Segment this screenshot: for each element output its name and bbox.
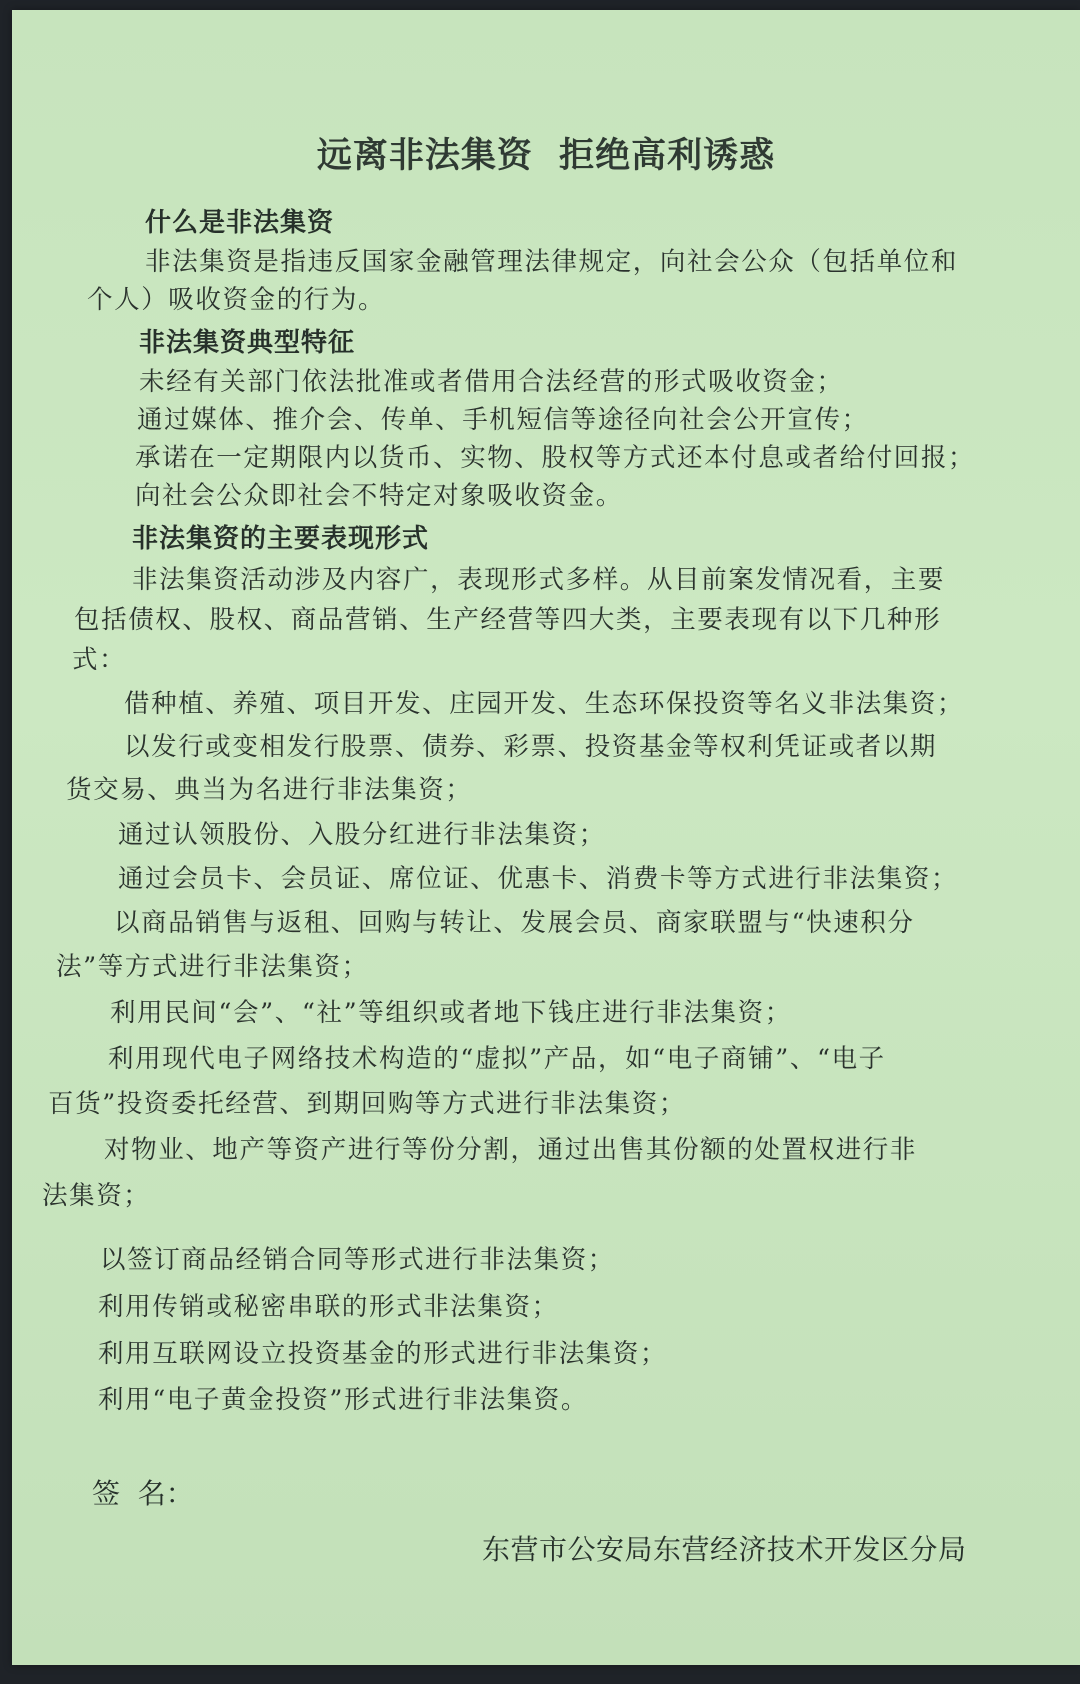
section-heading-forms: 非法集资的主要表现形式	[132, 524, 430, 554]
signature-label: 签 名：	[92, 1477, 194, 1510]
body-line: 向社会公众即社会不特定对象吸收资金。	[135, 481, 623, 511]
body-line: 以签订商品经销合同等形式进行非法集资；	[100, 1245, 615, 1275]
issuer-name: 东营市公安局东营经济技术开发区分局	[482, 1533, 967, 1566]
section-heading-definition: 什么是非法集资	[145, 208, 335, 238]
notice-sheet	[12, 10, 1080, 1665]
body-line: 利用“电子黄金投资”形式进行非法集资。	[98, 1385, 588, 1415]
body-line: 对物业、地产等资产进行等份分割，通过出售其份额的处置权进行非	[104, 1135, 918, 1165]
body-line: 以商品销售与返租、回购与转让、发展会员、商家联盟与“快速积分	[114, 908, 915, 938]
body-line: 利用传销或秘密串联的形式非法集资；	[98, 1292, 559, 1322]
body-line: 未经有关部门依法批准或者借用合法经营的形式吸收资金；	[139, 367, 844, 397]
body-line: 利用民间“会”、“社”等组织或者地下钱庄进行非法集资；	[110, 998, 792, 1028]
body-line: 借种植、养殖、项目开发、庄园开发、生态环保投资等名义非法集资；	[124, 689, 965, 719]
body-line: 货交易、典当为名进行非法集资；	[66, 775, 473, 805]
body-line: 以发行或变相发行股票、债券、彩票、投资基金等权利凭证或者以期	[124, 732, 938, 762]
body-line: 通过媒体、推介会、传单、手机短信等途径向社会公开宣传；	[137, 405, 869, 435]
body-line: 百货”投资委托经营、到期回购等方式进行非法集资；	[48, 1089, 686, 1119]
body-line: 法集资；	[42, 1181, 151, 1211]
body-line: 法”等方式进行非法集资；	[56, 952, 369, 982]
section-heading-features: 非法集资典型特征	[139, 328, 356, 358]
body-line: 利用现代电子网络技术构造的“虚拟”产品，如“电子商铺”、“电子	[108, 1044, 886, 1074]
body-line: 通过会员卡、会员证、席位证、优惠卡、消费卡等方式进行非法集资；	[118, 864, 959, 894]
notice-title: 远离非法集资 拒绝高利诱惑	[316, 135, 776, 176]
body-line: 通过认领股份、入股分红进行非法集资；	[118, 820, 606, 850]
body-line: 式：	[72, 645, 127, 675]
body-line: 非法集资活动涉及内容广，表现形式多样。从目前案发情况看，主要	[132, 565, 946, 595]
body-line: 非法集资是指违反国家金融管理法律规定，向社会公众（包括单位和	[145, 247, 959, 277]
body-line: 个人）吸收资金的行为。	[87, 285, 386, 315]
body-line: 承诺在一定期限内以货币、实物、股权等方式还本付息或者给付回报；	[135, 443, 976, 473]
body-line: 利用互联网设立投资基金的形式进行非法集资；	[98, 1339, 668, 1369]
body-line: 包括债权、股权、商品营销、生产经营等四大类，主要表现有以下几种形	[74, 605, 942, 635]
